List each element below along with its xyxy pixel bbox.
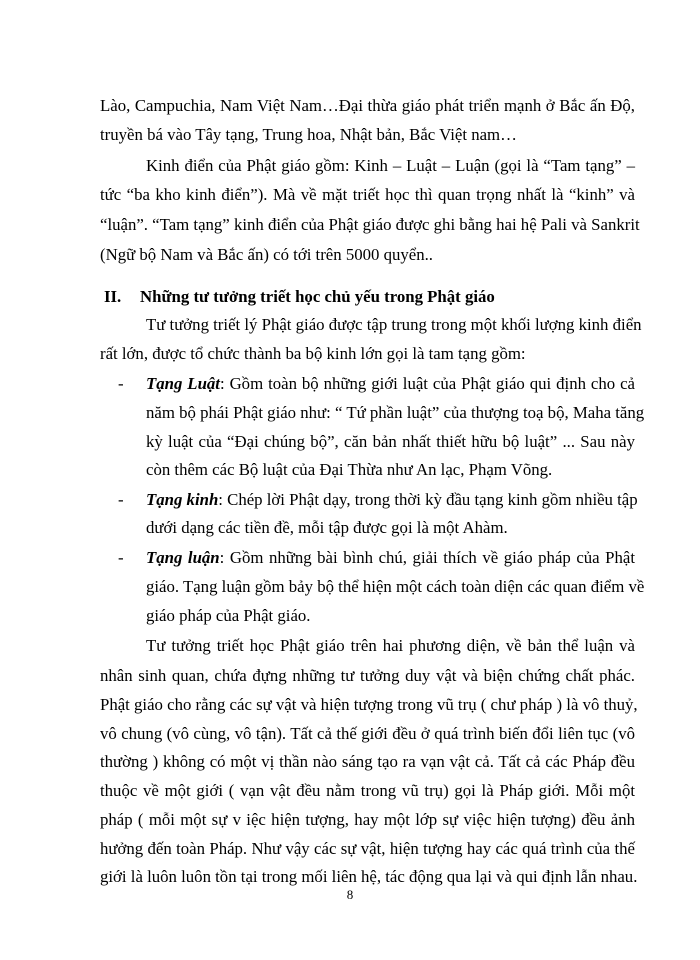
paragraph-line: Tư tưởng triết lý Phật giáo được tập trung trong một khối lượng kinh điển <box>146 315 642 334</box>
paragraph-line: thuộc về một giới ( vạn vật đều nằm trong vũ trụ) gọi là Pháp giới. Mỗi một <box>100 781 635 800</box>
paragraph-line: vô chung (vô cùng, vô tận). Tất cả thế giới đều ở quá trình biến đổi liên tục (vô <box>100 724 635 743</box>
section-title: Những tư tưởng triết học chủ yếu trong Phật giáo <box>140 287 495 306</box>
bullet-line: kỳ luật của “Đại chúng bộ”, căn bản nhất thiết hữu bộ luật” ... Sau này <box>146 432 635 451</box>
bullet-line: còn thêm các Bộ luật của Đại Thừa như An lạc, Phạm Võng. <box>146 460 553 479</box>
bullet-line <box>146 548 635 568</box>
bullet-line: năm bộ phái Phật giáo như: “ Tứ phần luật” của thượng toạ bộ, Maha tăng <box>146 403 645 422</box>
paragraph-line: Kinh điển của Phật giáo gồm: Kinh – Luật – Luận (gọi là “Tam tạng” – <box>146 156 635 175</box>
paragraph-line: “luận”. “Tam tạng” kinh điển của Phật giáo được ghi bằng hai hệ Pali và Sankrit <box>100 215 640 234</box>
paragraph-line: Lào, Campuchia, Nam Việt Nam…Đại thừa giáo phát triển mạnh ở Bắc ấn Độ, <box>100 96 635 115</box>
bullet-text: : Chép lời Phật dạy, trong thời kỳ đầu tạng kinh gồm nhiều tập <box>218 490 638 509</box>
section-number: II. <box>104 287 122 306</box>
bullet-line: giáo. Tạng luận gồm bảy bộ thể hiện một cách toàn diện các quan điểm về <box>146 577 645 596</box>
paragraph-line: rất lớn, được tổ chức thành ba bộ kinh lớn gọi là tam tạng gồm: <box>100 344 526 363</box>
paragraph-line: tức “ba kho kinh điển”). Mà về mặt triết học thì quan trọng nhất là “kinh” và <box>100 185 635 204</box>
paragraph-line: Tư tưởng triết học Phật giáo trên hai phương diện, về bản thể luận và <box>146 636 635 655</box>
paragraph-line: pháp ( mỗi một sự v iệc hiện tượng, hay một lớp sự việc hiện tượng) đều ảnh <box>100 810 635 829</box>
paragraph-line: thường ) không có một vị thần nào sáng tạo ra vạn vật cả. Tất cả các Pháp đều <box>100 752 635 771</box>
bullet-line: giáo pháp của Phật giáo. <box>146 606 311 625</box>
paragraph-line: giới là luôn luôn tồn tại trong mối liên hệ, tác động qua lại và qui định lẫn nhau. <box>100 867 638 886</box>
paragraph-line: (Ngữ bộ Nam và Bắc ấn) có tới trên 5000 quyển.. <box>100 245 433 264</box>
bullet-text: : Gồm những bài bình chú, giải thích về giáo pháp của Phật <box>219 548 636 567</box>
bullet-line <box>146 374 635 394</box>
paragraph-line: truyền bá vào Tây tạng, Trung hoa, Nhật bản, Bắc Việt nam… <box>100 125 517 144</box>
bullet-marker: - <box>118 548 124 567</box>
bullet-line <box>146 490 638 510</box>
bullet-line: dưới dạng các tiền đề, mỗi tập được gọi là một Ahàm. <box>146 518 508 537</box>
bullet-text: : Gồm toàn bộ những giới luật của Phật giáo qui định cho cả <box>219 374 635 393</box>
paragraph-line: nhân sinh quan, chứa đựng những tư tưởng duy vật và biện chứng chất phác. <box>100 666 635 685</box>
paragraph-line: Phật giáo cho rằng các sự vật và hiện tượng trong vũ trụ ( chư pháp ) là vô thuỷ, <box>100 695 638 714</box>
section-heading <box>104 287 495 307</box>
paragraph-line: hưởng đến toàn Pháp. Như vậy các sự vật, hiện tượng hay các quá trình của thế <box>100 839 635 858</box>
page-number: 8 <box>346 887 354 902</box>
bullet-term: Tạng Luật <box>146 374 220 393</box>
bullet-term: Tạng kinh <box>146 490 219 509</box>
bullet-marker: - <box>118 374 124 393</box>
bullet-marker: - <box>118 490 124 509</box>
bullet-term: Tạng luận <box>146 548 220 567</box>
